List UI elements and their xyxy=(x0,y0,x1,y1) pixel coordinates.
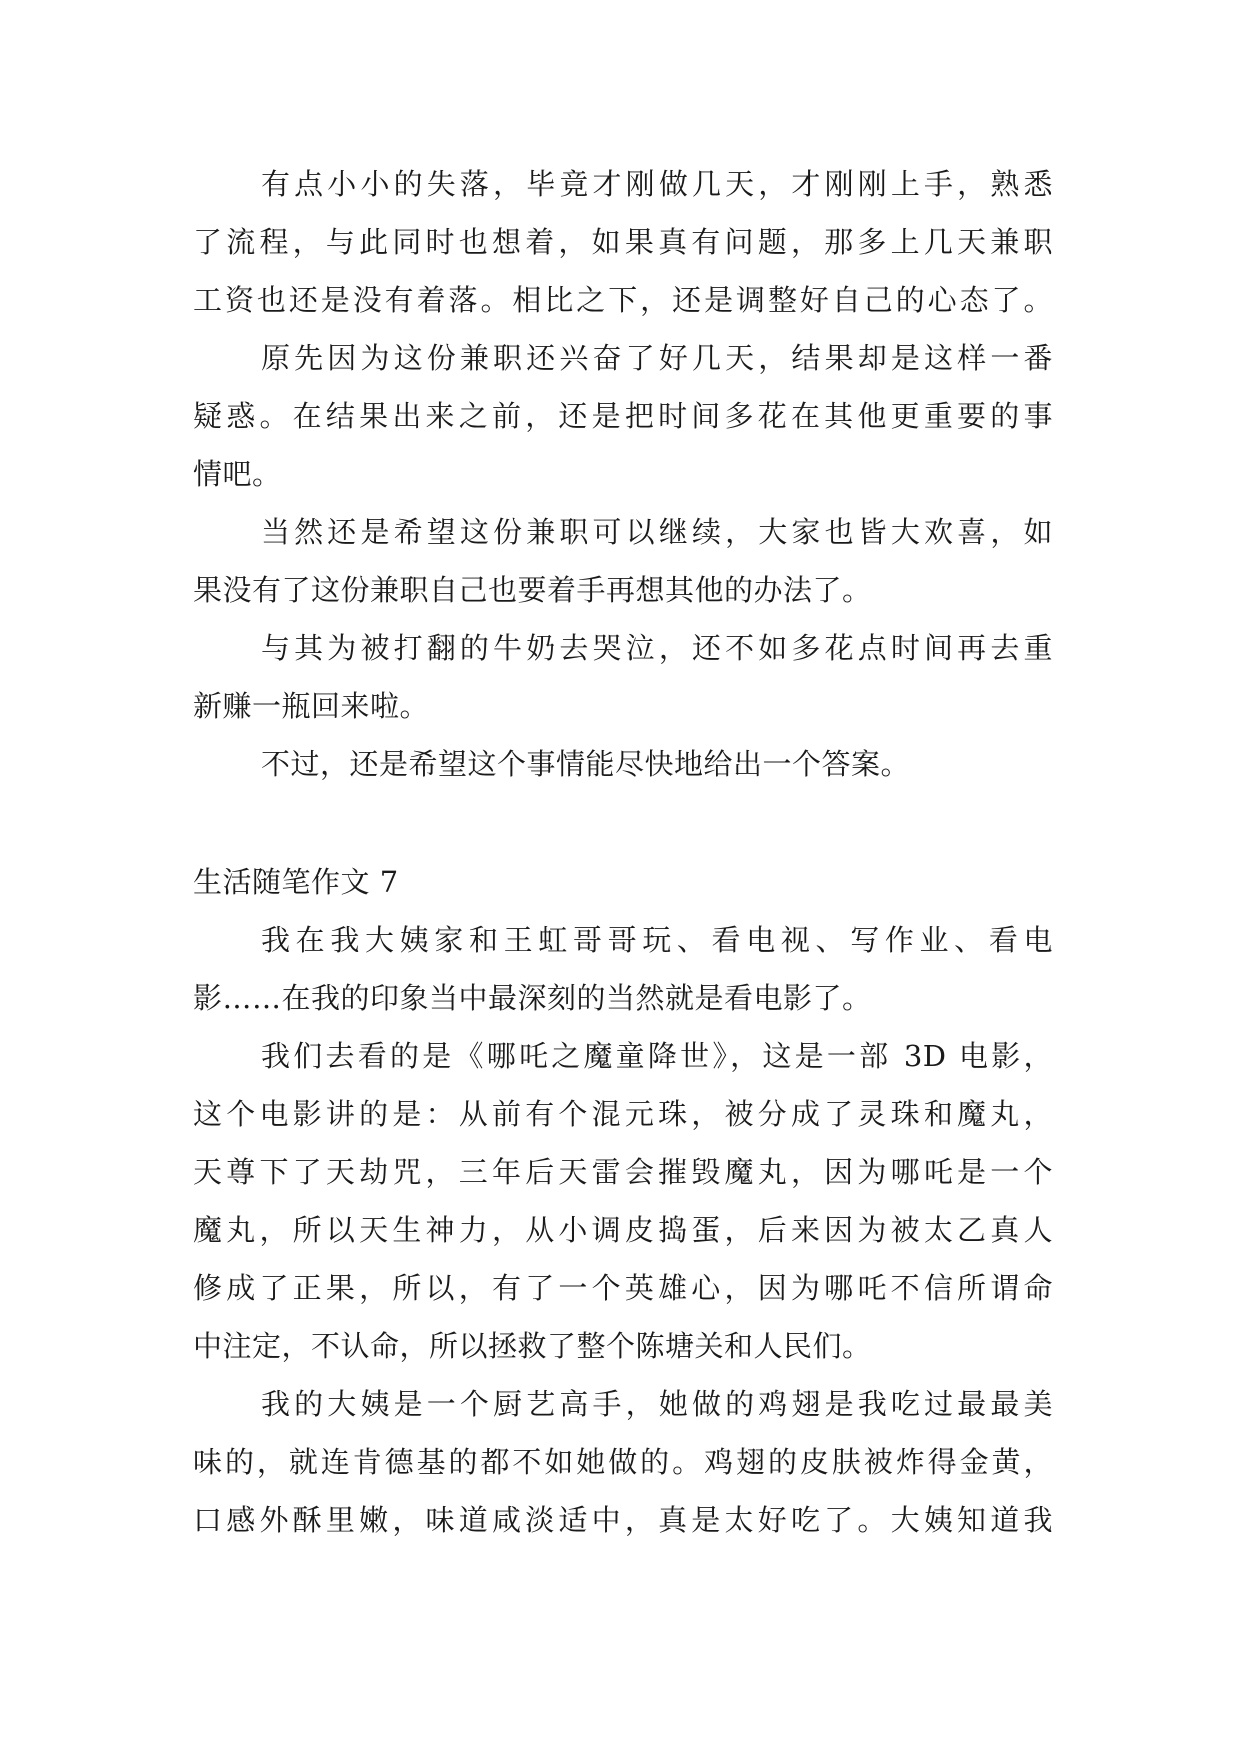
section-title: 生活随笔作文 7 xyxy=(193,865,399,899)
paragraph-line: 我们去看的是《哪吒之魔童降世》，这是一部 3D 电影， xyxy=(261,1039,1053,1073)
paragraph-line: 情吧。 xyxy=(193,457,282,491)
paragraph-line: 天尊下了天劫咒，三年后天雷会摧毁魔丸，因为哪吒是一个 xyxy=(193,1155,1053,1189)
paragraph-line: 当然还是希望这份兼职可以继续，大家也皆大欢喜，如 xyxy=(261,515,1053,549)
paragraph-line: 中注定，不认命，所以拯救了整个陈塘关和人民们。 xyxy=(193,1329,872,1363)
paragraph-line: 影……在我的印象当中最深刻的当然就是看电影了。 xyxy=(193,981,872,1015)
paragraph-line: 与其为被打翻的牛奶去哭泣，还不如多花点时间再去重 xyxy=(261,631,1053,665)
paragraph-line: 原先因为这份兼职还兴奋了好几天，结果却是这样一番 xyxy=(261,341,1053,375)
paragraph-line: 修成了正果，所以，有了一个英雄心，因为哪吒不信所谓命 xyxy=(193,1271,1053,1305)
paragraph-line: 魔丸，所以天生神力，从小调皮捣蛋，后来因为被太乙真人 xyxy=(193,1213,1053,1247)
paragraph-line: 疑惑。在结果出来之前，还是把时间多花在其他更重要的事 xyxy=(193,399,1053,433)
paragraph-line: 我在我大姨家和王虹哥哥玩、看电视、写作业、看电 xyxy=(261,923,1053,957)
paragraph-line: 工资也还是没有着落。相比之下，还是调整好自己的心态了。 xyxy=(193,283,1053,317)
paragraph-line: 不过，还是希望这个事情能尽快地给出一个答案。 xyxy=(261,747,911,781)
paragraph-line: 有点小小的失落，毕竟才刚做几天，才刚刚上手，熟悉 xyxy=(261,167,1053,201)
paragraph-line: 新赚一瓶回来啦。 xyxy=(193,689,430,723)
paragraph-line: 了流程，与此同时也想着，如果真有问题，那多上几天兼职 xyxy=(193,225,1053,259)
paragraph-line: 这个电影讲的是：从前有个混元珠，被分成了灵珠和魔丸， xyxy=(193,1097,1053,1131)
paragraph-line: 我的大姨是一个厨艺高手，她做的鸡翅是我吃过最最美 xyxy=(261,1387,1053,1421)
paragraph-line: 口感外酥里嫩，味道咸淡适中，真是太好吃了。大姨知道我 xyxy=(193,1503,1053,1537)
paragraph-line: 果没有了这份兼职自己也要着手再想其他的办法了。 xyxy=(193,573,872,607)
paragraph-line: 味的，就连肯德基的都不如她做的。鸡翅的皮肤被炸得金黄， xyxy=(193,1445,1053,1479)
